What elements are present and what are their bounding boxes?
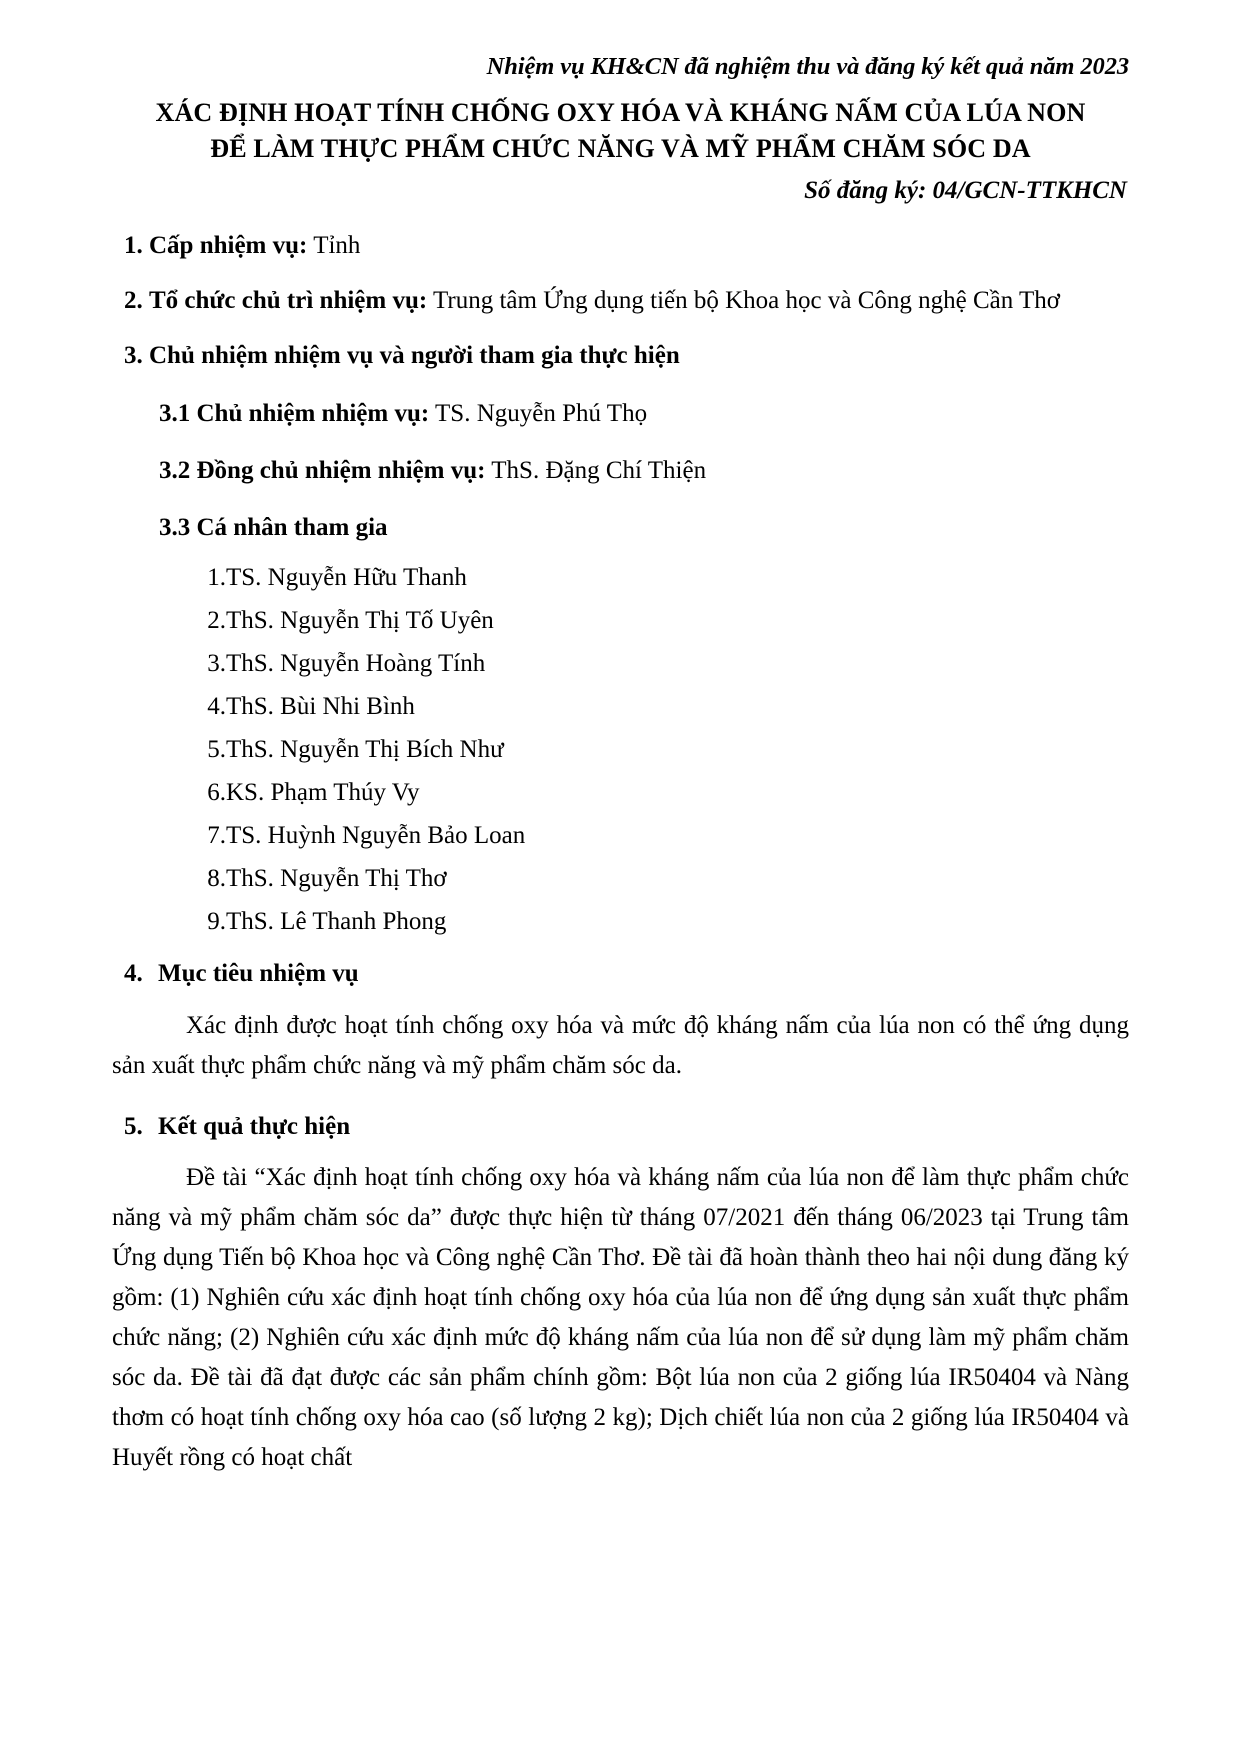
list-item — [112, 737, 1129, 762]
section-2 — [124, 285, 1129, 316]
section-5-label: Kết quả thực hiện — [158, 1112, 351, 1140]
participants-list — [112, 565, 1129, 934]
list-item-index: 3. — [207, 650, 226, 678]
list-item — [112, 909, 1129, 934]
list-item — [112, 694, 1129, 719]
running-header: Nhiệm vụ KH&CN đã nghiệm thu và đăng ký kết quả năm 2023 — [486, 53, 1129, 80]
list-item-name: ThS. Nguyễn Hoàng Tính — [226, 650, 486, 678]
section-2-value: Trung tâm Ứng dụng tiến bộ Khoa học và Công nghệ Cần Thơ — [433, 287, 1061, 315]
section-3-number: 3. — [124, 342, 143, 370]
section-5-paragraph: Đề tài “Xác định hoạt tính chống oxy hóa và kháng nấm của lúa non để làm thực phẩm chức năng và mỹ phẩm chăm sóc da” được thực hiện từ tháng 07/2021 đến tháng 06/2023 tại Trung tâm Ứng dụng Tiến bộ Khoa học và Công nghệ Cần Thơ. Đề tài đã hoàn thành theo hai nội dung đăng ký gồm: (1) Nghiên cứu xác định hoạt tính chống oxy hóa của lúa non để ứng dụng sản xuất thực phẩm chức năng; (2) Nghiên cứu xác định mức độ kháng nấm của lúa non để sử dụng làm mỹ phẩm chăm sóc da. Đề tài đã đạt được các sản phẩm chính gồm: Bột lúa non của 2 giống lúa IR50404 và Nàng thơm có hoạt tính chống oxy hóa cao (số lượng 2 kg); Dịch chiết lúa non của 2 giống lúa IR50404 và Huyết rồng có hoạt chất — [112, 1163, 1129, 1471]
list-item-name: ThS. Bùi Nhi Bình — [226, 693, 415, 721]
section-2-number: 2. — [124, 287, 143, 315]
section-1-label: Cấp nhiệm vụ: — [149, 231, 308, 259]
section-1-value: Tỉnh — [313, 231, 361, 259]
list-item — [112, 651, 1129, 676]
page-title — [120, 95, 1122, 165]
section-5-number: 5. — [124, 1112, 143, 1140]
list-item — [112, 608, 1129, 633]
section-3-1-label: 3.1 Chủ nhiệm nhiệm vụ: — [159, 399, 430, 427]
list-item-name: KS. Phạm Thúy Vy — [226, 779, 420, 807]
section-2-label: Tổ chức chủ trì nhiệm vụ: — [149, 287, 428, 315]
section-3-1 — [159, 398, 1129, 429]
list-item — [112, 780, 1129, 805]
list-item-index: 1. — [207, 564, 226, 592]
section-3-2-label: 3.2 Đồng chủ nhiệm nhiệm vụ: — [159, 456, 486, 484]
list-item-name: TS. Huỳnh Nguyễn Bảo Loan — [226, 822, 526, 850]
list-item-name: ThS. Nguyễn Thị Bích Như — [226, 736, 504, 764]
section-3-3-label: 3.3 Cá nhân tham gia — [159, 514, 388, 542]
page-title-line-2: ĐỂ LÀM THỰC PHẨM CHỨC NĂNG VÀ MỸ PHẨM CHĂM SÓC DA — [210, 132, 1031, 163]
list-item-index: 8. — [207, 865, 226, 893]
list-item-name: TS. Nguyễn Hữu Thanh — [226, 564, 467, 592]
list-item-name: ThS. Lê Thanh Phong — [226, 908, 447, 936]
list-item-index: 4. — [207, 693, 226, 721]
section-4-paragraph: Xác định được hoạt tính chống oxy hóa và mức độ kháng nấm của lúa non có thể ứng dụng sản xuất thực phẩm chức năng và mỹ phẩm chăm sóc da. — [112, 1011, 1129, 1080]
list-item-index: 6. — [207, 779, 226, 807]
section-3-3 — [159, 512, 1129, 543]
section-3 — [124, 340, 1129, 371]
section-1 — [124, 230, 1129, 261]
list-item — [112, 866, 1129, 891]
list-item-index: 7. — [207, 822, 226, 850]
section-1-number: 1. — [124, 231, 143, 259]
section-4-number: 4. — [124, 960, 143, 988]
list-item — [112, 823, 1129, 848]
section-4 — [124, 958, 1129, 989]
list-item-name: ThS. Nguyễn Thị Thơ — [226, 865, 447, 893]
list-item — [112, 565, 1129, 590]
page-title-line-1: XÁC ĐỊNH HOẠT TÍNH CHỐNG OXY HÓA VÀ KHÁNG NẤM CỦA LÚA NON — [155, 97, 1086, 128]
list-item-index: 9. — [207, 908, 226, 936]
section-3-label: Chủ nhiệm nhiệm vụ và người tham gia thực hiện — [149, 342, 680, 370]
section-4-label: Mục tiêu nhiệm vụ — [158, 960, 359, 988]
section-5 — [124, 1111, 1129, 1142]
section-3-2-value: ThS. Đặng Chí Thiện — [491, 456, 707, 484]
section-3-2 — [159, 455, 1129, 486]
list-item-index: 5. — [207, 736, 226, 764]
registration-number: Số đăng ký: 04/GCN-TTKHCN — [804, 176, 1127, 204]
list-item-index: 2. — [207, 607, 226, 635]
section-3-1-value: TS. Nguyễn Phú Thọ — [435, 399, 648, 427]
list-item-name: ThS. Nguyễn Thị Tố Uyên — [226, 607, 494, 635]
